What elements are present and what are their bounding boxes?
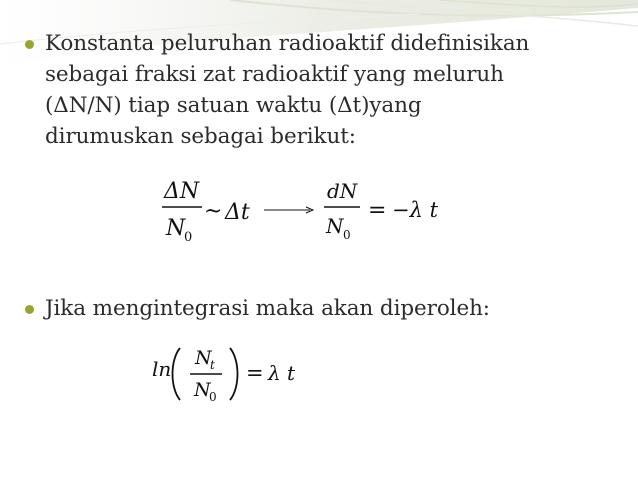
bullet-2-marker <box>25 305 34 314</box>
eq1-rhs-denominator-sub: 0 <box>343 228 351 242</box>
eq2-left-paren <box>173 348 181 400</box>
eq2-function: ln <box>152 357 172 381</box>
bullet-1-line-3: (ΔN/N) tiap satuan waktu (Δt)yang <box>45 93 422 118</box>
eq2-denominator: N <box>194 379 211 401</box>
eq2-numerator: N <box>195 347 212 369</box>
bullet-1-line-2: sebagai fraksi zat radioaktif yang meluruh <box>45 62 504 87</box>
eq1-rhs-equals: = <box>368 198 387 223</box>
eq1-lhs-right: Δt <box>225 200 250 225</box>
eq1-lhs-numerator: ΔN <box>164 179 200 204</box>
eq1-relation: ~ <box>204 199 223 224</box>
eq2-equals: = <box>246 361 264 385</box>
bullet-1-line-4: dirumuskan sebagai berikut: <box>45 124 356 149</box>
eq1-lhs-denominator: N <box>166 216 186 241</box>
equation-decay-constant <box>150 172 460 256</box>
eq2-numerator-sub: t <box>210 358 215 372</box>
bullet-1-text <box>45 28 529 152</box>
equation-integrated <box>150 338 320 408</box>
eq1-rhs-numerator: dN <box>327 179 358 203</box>
bullet-2-text <box>45 293 490 324</box>
bullet-1-marker <box>25 40 34 49</box>
eq1-rhs-denominator: N <box>326 214 344 238</box>
eq2-value: λ t <box>268 361 296 385</box>
eq2-right-paren <box>230 348 238 400</box>
bullet-2-line-1: Jika mengintegrasi maka akan diperoleh: <box>45 296 490 321</box>
eq1-rhs-value: −λ t <box>392 198 439 222</box>
eq2-denominator-sub: 0 <box>209 390 217 404</box>
eq1-lhs-denominator-sub: 0 <box>184 230 193 245</box>
bullet-1-line-1: Konstanta peluruhan radioaktif didefinisikan <box>45 31 530 56</box>
